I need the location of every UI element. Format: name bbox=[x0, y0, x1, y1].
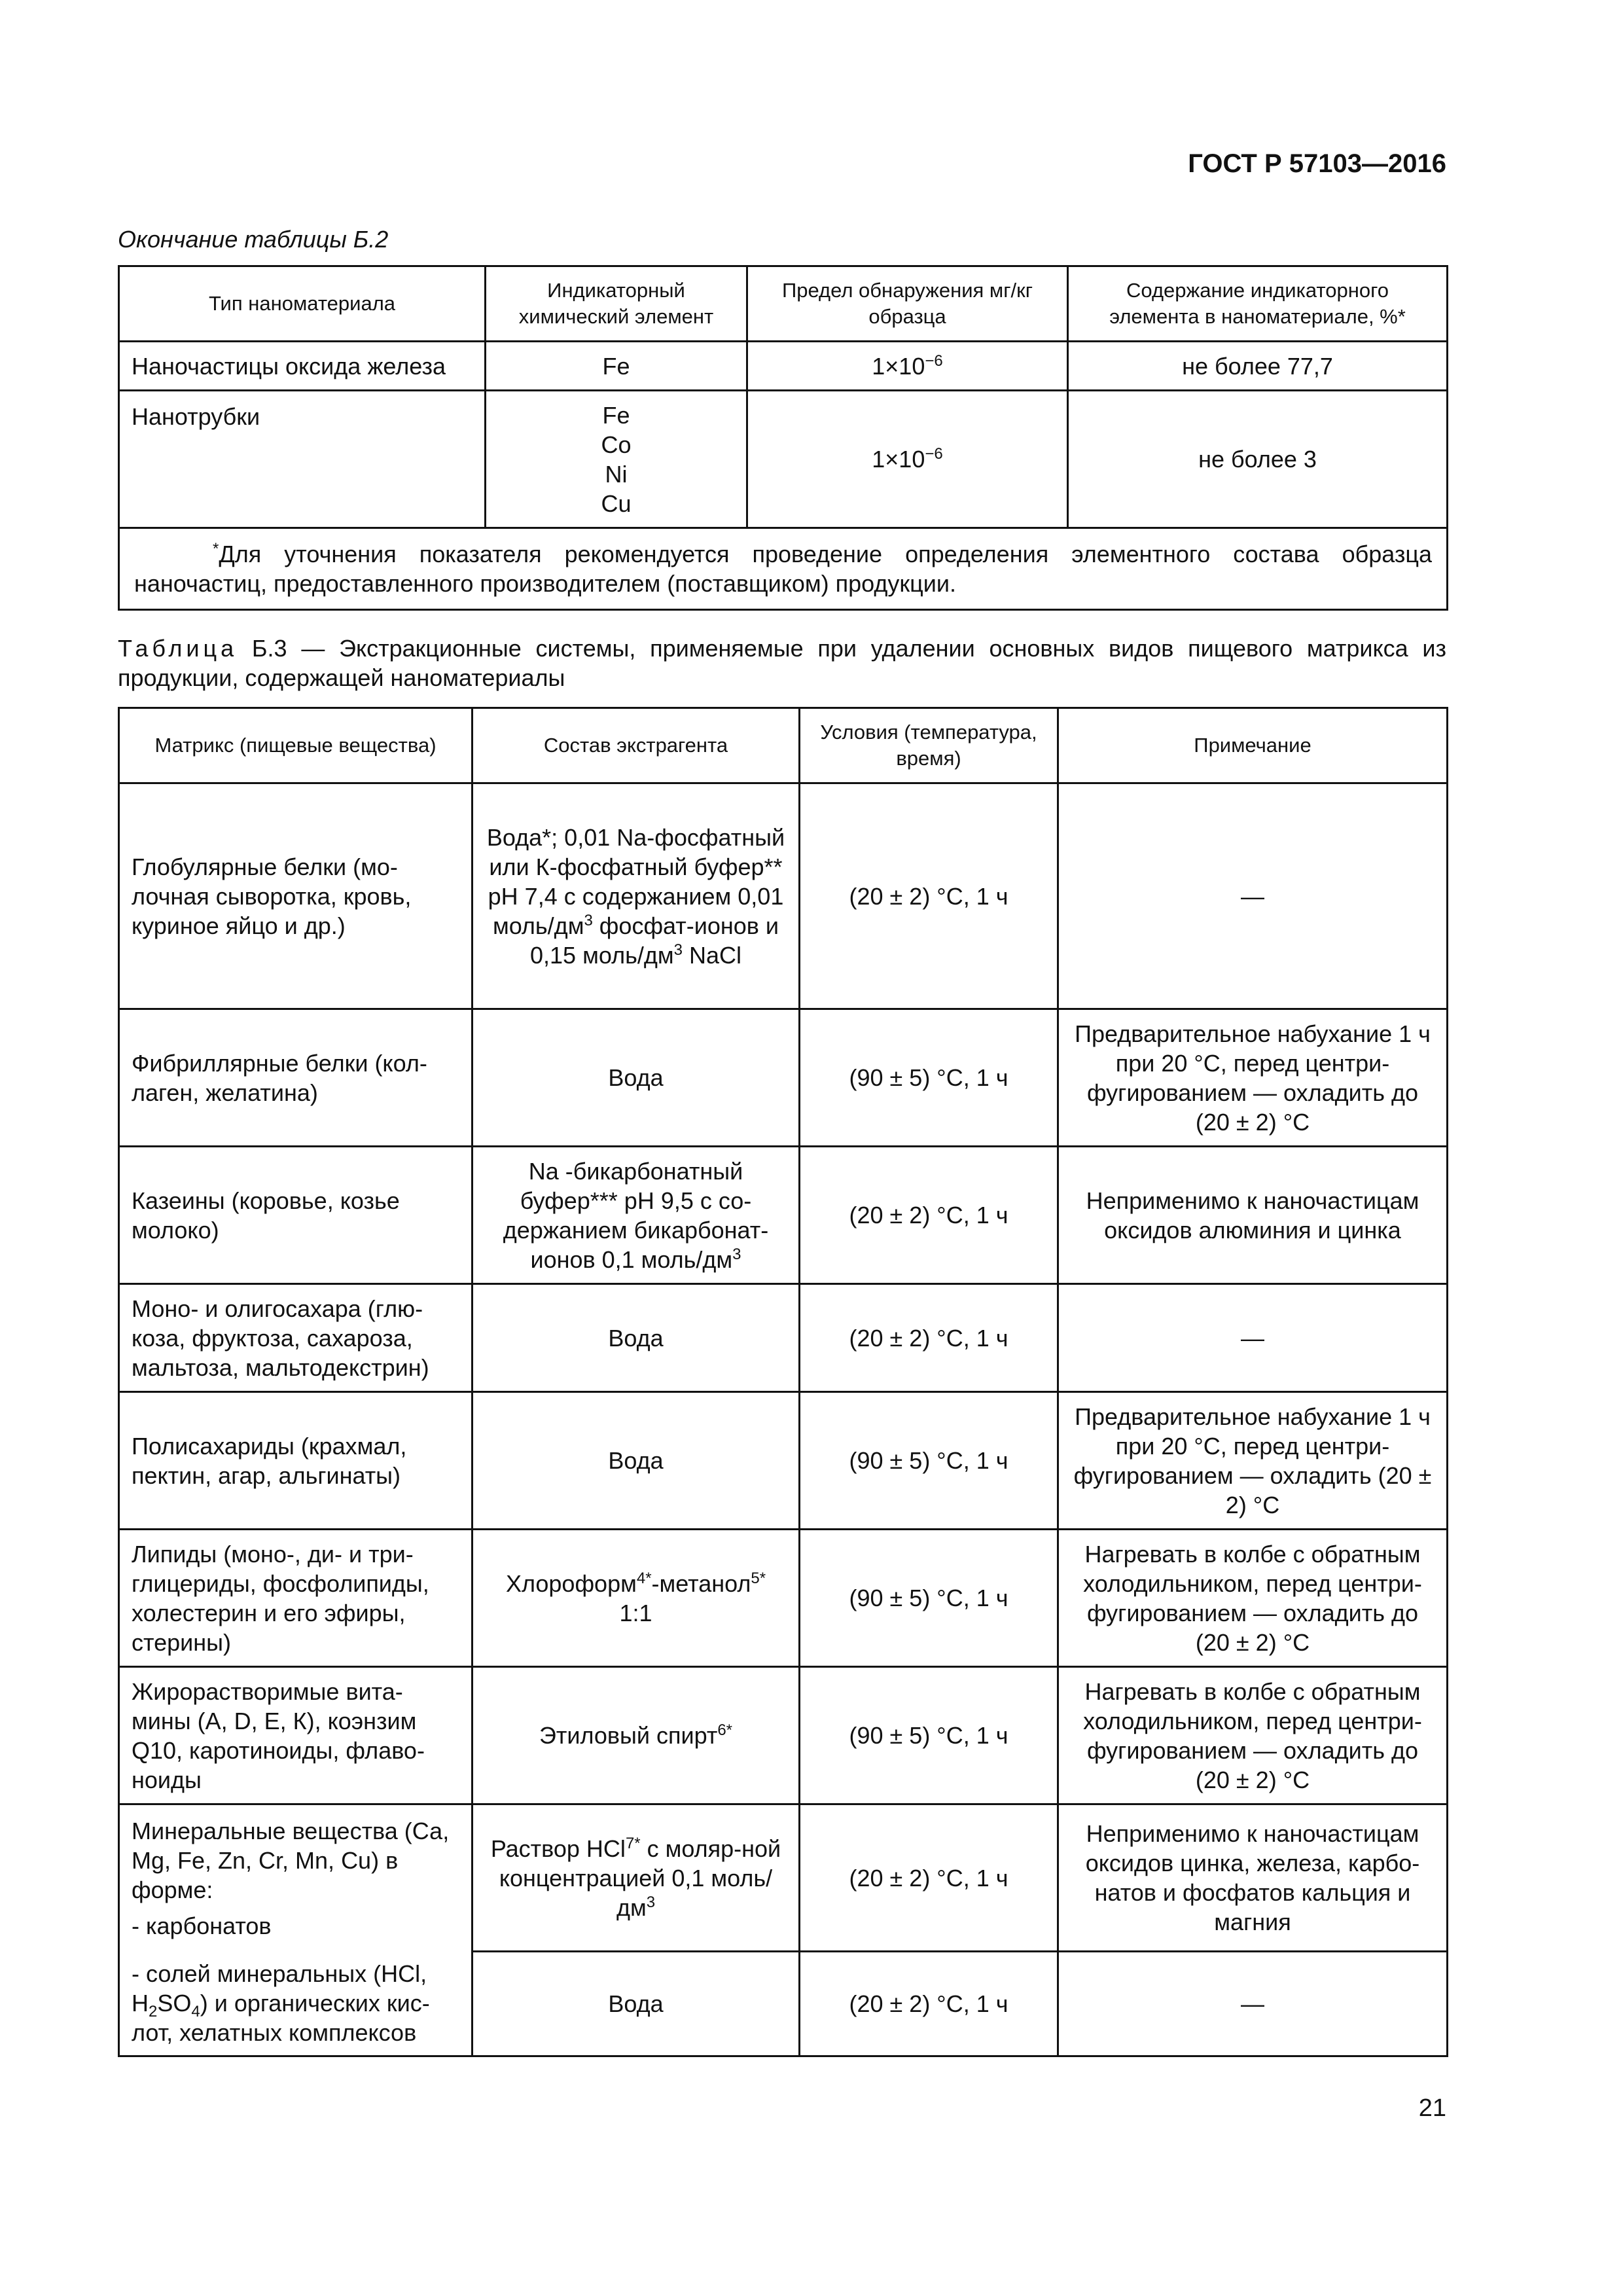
extractant-cell: Na -бикарбонатный буфер*** рН 9,5 с со-держанием бикарбонат-ионов 0,1 моль/$дм^3$ bbox=[473, 1147, 800, 1284]
extractant-cell: Раствор HCl$^{7*}$ с моляр-ной концентрацией 0,1 моль/$дм^3$ bbox=[473, 1804, 800, 1952]
column-header: Состав экстрагента bbox=[473, 708, 800, 783]
table-row bbox=[119, 1667, 1448, 1804]
document-code: ГОСТ Р 57103—2016 bbox=[1188, 149, 1446, 178]
table-footnote-row bbox=[119, 528, 1448, 610]
extractant-cell: Вода bbox=[473, 1392, 800, 1530]
column-header: Содержание индикаторного элемента в наноматериале, %* bbox=[1068, 266, 1448, 342]
note-cell: — bbox=[1058, 1952, 1448, 2056]
table-row bbox=[119, 1804, 1448, 1952]
detection-limit: $1\times 10^{-6}$ bbox=[747, 391, 1068, 528]
table-row bbox=[119, 783, 1448, 1009]
column-header: Предел обнаружения мг/кг образца bbox=[747, 266, 1068, 342]
table-row bbox=[119, 1009, 1448, 1147]
matrix-cell: Жирорастворимые вита-мины (А, D, Е, К), коэнзим Q10, каротиноиды, флаво-ноиды bbox=[119, 1667, 473, 1804]
table-b3-caption: Таблица Б.3 — Экстракционные системы, применяемые при удалении основных видов пищевого матрикса из продукции, содержащей наноматериалы bbox=[118, 635, 1446, 691]
note-cell: Нагревать в колбе с обратным холодильником, перед центри-фугированием — охладить до (20 ± 2) °С bbox=[1058, 1667, 1448, 1804]
extractant-cell: Хлороформ$^{4*}$-метанол$^{5*}$ 1:1 bbox=[473, 1530, 800, 1667]
indicator-elements: Fe Co Ni Cu bbox=[486, 391, 747, 528]
matrix-cell: Минеральные вещества (Са, Mg, Fe, Zn, Cr, Mn, Cu) в форме: - карбонатов bbox=[119, 1804, 473, 1952]
nanomaterial-type: Наночастицы оксида железа bbox=[119, 342, 486, 391]
note-cell: Предварительное набухание 1 ч при 20 °С, перед центри-фугированием — охладить до (20 ± 2) °С bbox=[1058, 1009, 1448, 1147]
matrix-cell: - солей минеральных (HCl, $H_2SO_4$) и органических кис-лот, хелатных комплексов bbox=[119, 1952, 473, 2056]
element-content: не более 3 bbox=[1068, 391, 1448, 528]
table-row bbox=[119, 1530, 1448, 1667]
indicator-element: Fe bbox=[486, 342, 747, 391]
element-content: не более 77,7 bbox=[1068, 342, 1448, 391]
column-header: Матрикс (пищевые вещества) bbox=[119, 708, 473, 783]
conditions-cell: (90 ± 5) °С, 1 ч bbox=[800, 1009, 1058, 1147]
table-row bbox=[119, 391, 1448, 528]
matrix-cell: Липиды (моно-, ди- и три-глицериды, фосфолипиды, холестерин и его эфиры, стерины) bbox=[119, 1530, 473, 1667]
extractant-cell: Вода bbox=[473, 1009, 800, 1147]
conditions-cell: (90 ± 5) °С, 1 ч bbox=[800, 1667, 1058, 1804]
conditions-cell: (20 ± 2) °С, 1 ч bbox=[800, 1147, 1058, 1284]
extractant-cell: Вода bbox=[473, 1284, 800, 1392]
matrix-cell: Казеины (коровье, козье молоко) bbox=[119, 1147, 473, 1284]
table-b2-caption: Окончание таблицы Б.2 bbox=[118, 226, 389, 253]
note-cell: Предварительное набухание 1 ч при 20 °С, перед центри-фугированием — охладить (20 ± 2) °С bbox=[1058, 1392, 1448, 1530]
conditions-cell: (90 ± 5) °С, 1 ч bbox=[800, 1392, 1058, 1530]
conditions-cell: (20 ± 2) °С, 1 ч bbox=[800, 1284, 1058, 1392]
note-cell: — bbox=[1058, 1284, 1448, 1392]
conditions-cell: (20 ± 2) °С, 1 ч bbox=[800, 1952, 1058, 2056]
table-b3 bbox=[118, 707, 1448, 2057]
table-b2 bbox=[118, 265, 1448, 611]
nanomaterial-type: Нанотрубки bbox=[119, 391, 486, 528]
note-cell: Неприменимо к наночастицам оксидов цинка, железа, карбо-натов и фосфатов кальция и магния bbox=[1058, 1804, 1448, 1952]
column-header: Примечание bbox=[1058, 708, 1448, 783]
column-header: Индикаторный химический элемент bbox=[486, 266, 747, 342]
note-cell: Неприменимо к наночастицам оксидов алюминия и цинка bbox=[1058, 1147, 1448, 1284]
table-header-row bbox=[119, 266, 1448, 342]
matrix-cell: Фибриллярные белки (кол-лаген, желатина) bbox=[119, 1009, 473, 1147]
matrix-cell: Глобулярные белки (мо-лочная сыворотка, кровь, куриное яйцо и др.) bbox=[119, 783, 473, 1009]
matrix-cell: Моно- и олигосахара (глю-коза, фруктоза, сахароза, мальтоза, мальтодекстрин) bbox=[119, 1284, 473, 1392]
extractant-cell: Вода*; 0,01 Na-фосфатный или К-фосфатный буфер** рН 7,4 с содержанием 0,01 моль/$дм^3$ фосфат-ионов и 0,15 моль/$дм^3$ NaCl bbox=[473, 783, 800, 1009]
page-number: 21 bbox=[1418, 2094, 1446, 2122]
note-cell: — bbox=[1058, 783, 1448, 1009]
table-row bbox=[119, 1952, 1448, 2056]
conditions-cell: (90 ± 5) °С, 1 ч bbox=[800, 1530, 1058, 1667]
detection-limit: $1\times 10^{-6}$ bbox=[747, 342, 1068, 391]
table-row bbox=[119, 342, 1448, 391]
matrix-cell: Полисахариды (крахмал, пектин, агар, альгинаты) bbox=[119, 1392, 473, 1530]
conditions-cell: (20 ± 2) °С, 1 ч bbox=[800, 783, 1058, 1009]
column-header: Условия (температура, время) bbox=[800, 708, 1058, 783]
table-row bbox=[119, 1147, 1448, 1284]
column-header: Тип наноматериала bbox=[119, 266, 486, 342]
extractant-cell: Этиловый спирт$^{6*}$ bbox=[473, 1667, 800, 1804]
table-row bbox=[119, 1284, 1448, 1392]
note-cell: Нагревать в колбе с обратным холодильником, перед центри-фугированием — охладить до (20 ± 2) °С bbox=[1058, 1530, 1448, 1667]
table-row bbox=[119, 1392, 1448, 1530]
table-header-row bbox=[119, 708, 1448, 783]
conditions-cell: (20 ± 2) °С, 1 ч bbox=[800, 1804, 1058, 1952]
extractant-cell: Вода bbox=[473, 1952, 800, 2056]
table-footnote: *Для уточнения показателя рекомендуется проведение определения элементного состава образца наночастиц, предоставленного производителем (поставщиком) продукции. bbox=[119, 528, 1448, 610]
